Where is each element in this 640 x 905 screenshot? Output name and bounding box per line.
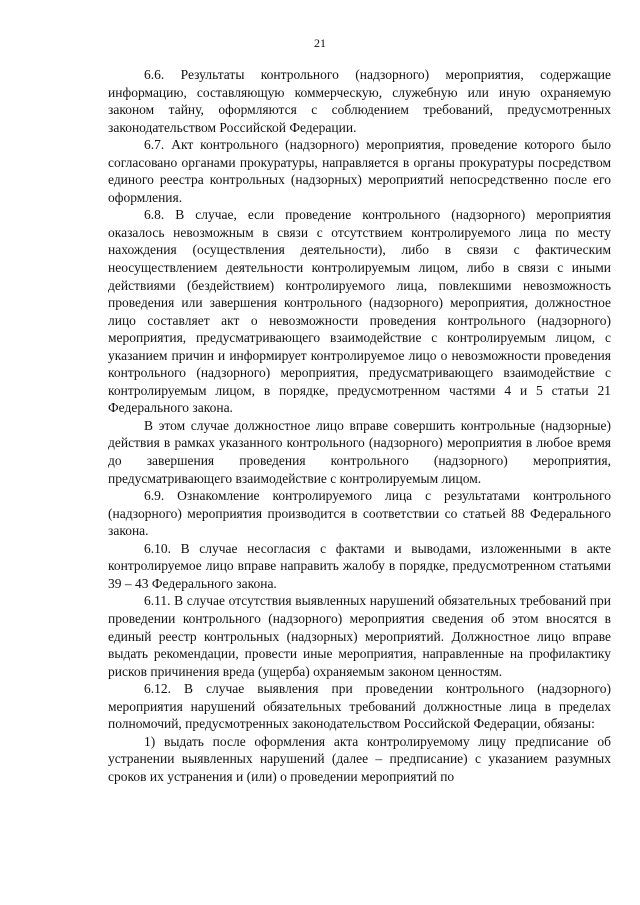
paragraph-6-8: 6.8. В случае, если проведение контрольного (надзорного) мероприятия оказалось невозможным в связи с отсутствием контролируемого лица по месту нахождения (осуществления деятельности), либо в связи с фактическим неосуществлением деятельности контролируемым лицом, либо в связи с иными действиями (бездействием) контролируемого лица, повлекшими невозможность проведения или завершения контрольного (надзорного) мероприятия, должностное лицо составляет акт о невозможности проведения контрольного (надзорного) мероприятия, предусматривающего взаимодействие с контролируемым лицом, с указанием причин и информирует контролируемое лицо о невозможности проведения контрольного (надзорного) мероприятия, предусматривающего взаимодействие с контролируемым лицом, в порядке, предусмотренном частями 4 и 5 статьи 21 Федерального закона. — [108, 207, 611, 416]
paragraph-6-10: 6.10. В случае несогласия с фактами и выводами, изложенными в акте контролируемое лицо вправе направить жалобу в порядке, предусмотренном статьями 39 – 43 Федерального закона. — [108, 540, 611, 591]
paragraph-6-6: 6.6. Результаты контрольного (надзорного) мероприятия, содержащие информацию, составляющую коммерческую, служебную или иную охраняемую законом тайну, оформляются с соблюдением требований, предусмотренных законодательством Российской Федерации. — [108, 67, 611, 135]
paragraph-6-7: 6.7. Акт контрольного (надзорного) мероприятия, проведение которого было согласовано органами прокуратуры, направляется в органы прокуратуры посредством единого реестра контрольных (надзорных) мероприятий непосредственно после его оформления. — [108, 137, 611, 205]
document-body — [108, 66, 611, 785]
page-number: 21 — [314, 36, 326, 50]
paragraph-6-11: 6.11. В случае отсутствия выявленных нарушений обязательных требований при проведении контрольного (надзорного) мероприятия сведения об этом вносятся в единый реестр контрольных (надзорных) мероприятий. Должностное лицо вправе выдать рекомендации, провести иные мероприятия, направленные на профилактику рисков причинения вреда (ущерба) охраняемым законом ценностям. — [108, 593, 611, 679]
paragraph-6-12: 6.12. В случае выявления при проведении контрольного (надзорного) мероприятия нарушений обязательных требований должностные лица в пределах полномочий, предусмотренных законодательством Российской Федерации, обязаны: — [108, 681, 611, 732]
paragraph-6-9: 6.9. Ознакомление контролируемого лица с результатами контрольного (надзорного) мероприятия производится в соответствии со статьей 88 Федерального закона. — [108, 488, 611, 539]
paragraph-6-8-continuation: В этом случае должностное лицо вправе совершить контрольные (надзорные) действия в рамках указанного контрольного (надзорного) мероприятия в любое время до завершения проведения контрольного (надзорного) мероприятия, предусматривающего взаимодействие с контролируемым лицом. — [108, 417, 611, 486]
paragraph-6-12-item-1: 1) выдать после оформления акта контролируемому лицу предписание об устранении выявленных нарушений (далее – предписание) с указанием разумных сроков их устранения и (или) о проведении мероприятий по — [108, 733, 611, 784]
